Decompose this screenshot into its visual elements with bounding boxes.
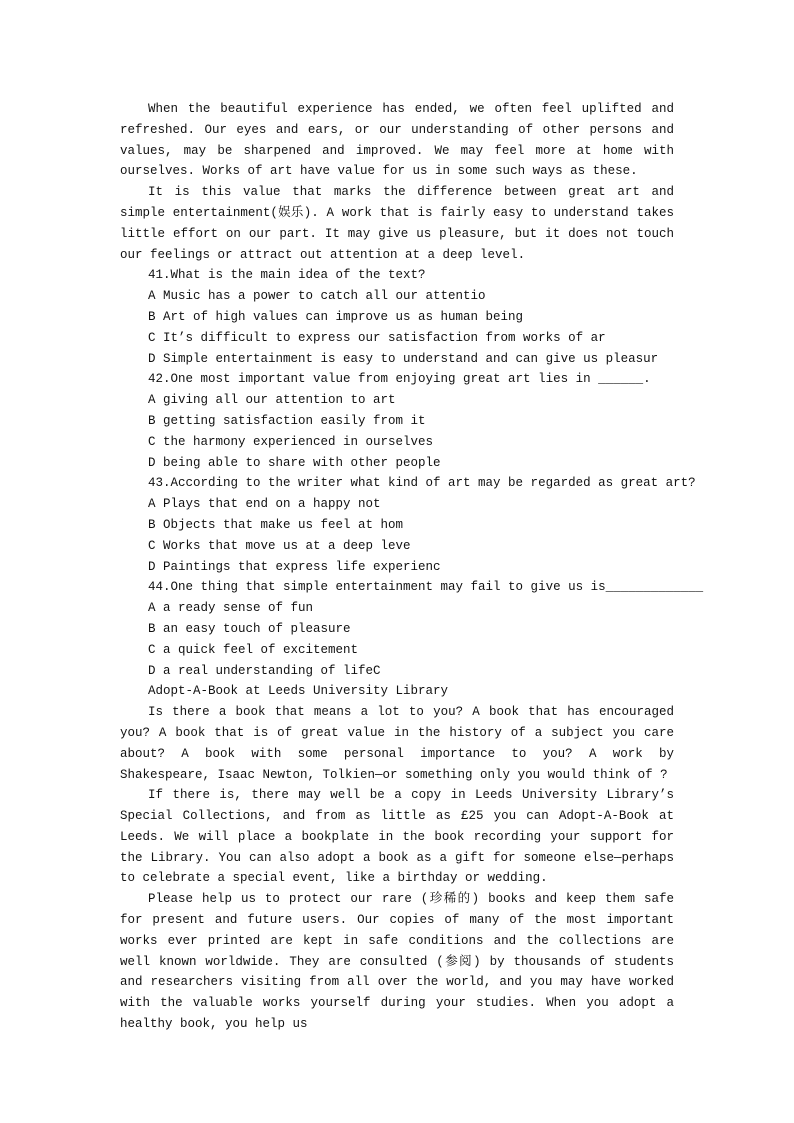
- question-43: [120, 473, 696, 577]
- question-stem: 41.What is the main idea of the text?: [148, 268, 426, 283]
- option-b: B an easy touch of pleasure: [148, 621, 351, 636]
- option-a: A giving all our attention to art: [148, 393, 396, 408]
- option-d: D Paintings that express life experienc: [148, 559, 441, 574]
- question-44: [120, 577, 704, 681]
- question-stem: 43.According to the writer what kind of art may be regarded as great art?: [148, 476, 696, 491]
- option-d: D being able to share with other people: [148, 455, 441, 470]
- passage2-title: Adopt-A-Book at Leeds University Library: [148, 684, 449, 699]
- question-42: [120, 369, 674, 473]
- question-stem: 42.One most important value from enjoying great art lies in ______.: [148, 372, 651, 387]
- passage2-paragraph-3: Please help us to protect our rare (珍稀的) books and keep them safe for present and future users. Our copies of many of the most important works ever printed are kept in safe conditions and the collections are well known worldwide. They are consulted (参阅) by thousands of students and researchers visiting from all over the world, and you may have worked with the valuable works yourself during your studies. When you adopt a healthy book, you help us: [120, 892, 674, 1032]
- option-a: A Music has a power to catch all our attentio: [148, 289, 486, 304]
- option-b: B Objects that make us feel at hom: [148, 517, 404, 532]
- option-d: D a real understanding of lifeC: [148, 663, 381, 678]
- option-c: C the harmony experienced in ourselves: [148, 434, 434, 449]
- option-c: C Works that move us at a deep leve: [148, 538, 411, 553]
- option-b: B getting satisfaction easily from it: [148, 413, 426, 428]
- option-a: A Plays that end on a happy not: [148, 497, 381, 512]
- passage2-paragraph-2: If there is, there may well be a copy in Leeds University Library’s Special Collections, and from as little as £25 you can Adopt-A-Book at Leeds. We will place a bookplate in the book recording your support for the Library. You can also adopt a book as a gift for someone else—perhaps to celebrate a special event, like a birthday or wedding.: [120, 788, 674, 886]
- passage1-paragraph-2: It is this value that marks the difference between great art and simple entertainment(娱乐). A work that is fairly easy to understand takes little effort on our part. It may give us pleasure, but it does not touch our feelings or attract out attention at a deep level.: [120, 185, 674, 262]
- option-d: D Simple entertainment is easy to understand and can give us pleasur: [148, 351, 659, 366]
- option-c: C It’s difficult to express our satisfaction from works of ar: [148, 330, 606, 345]
- question-41: [120, 265, 674, 369]
- passage1-paragraph-1: When the beautiful experience has ended, we often feel uplifted and refreshed. Our eyes and ears, or our understanding of other persons and values, may be sharpened and improved. We may feel more at home with ourselves. Works of art have value for us in some such ways as these.: [120, 102, 674, 179]
- option-b: B Art of high values can improve us as human being: [148, 309, 524, 324]
- question-stem: 44.One thing that simple entertainment may fail to give us is_____________: [148, 580, 704, 595]
- document-page: [120, 99, 704, 1035]
- passage2-paragraph-1: Is there a book that means a lot to you? A book that has encouraged you? A book that is of great value in the history of a subject you care about? A book with some personal importance to you? A work by Shakespeare, Isaac Newton, Tolkien—or something only you would think of ?: [120, 705, 674, 782]
- option-a: A a ready sense of fun: [148, 601, 314, 616]
- option-c: C a quick feel of excitement: [148, 642, 359, 657]
